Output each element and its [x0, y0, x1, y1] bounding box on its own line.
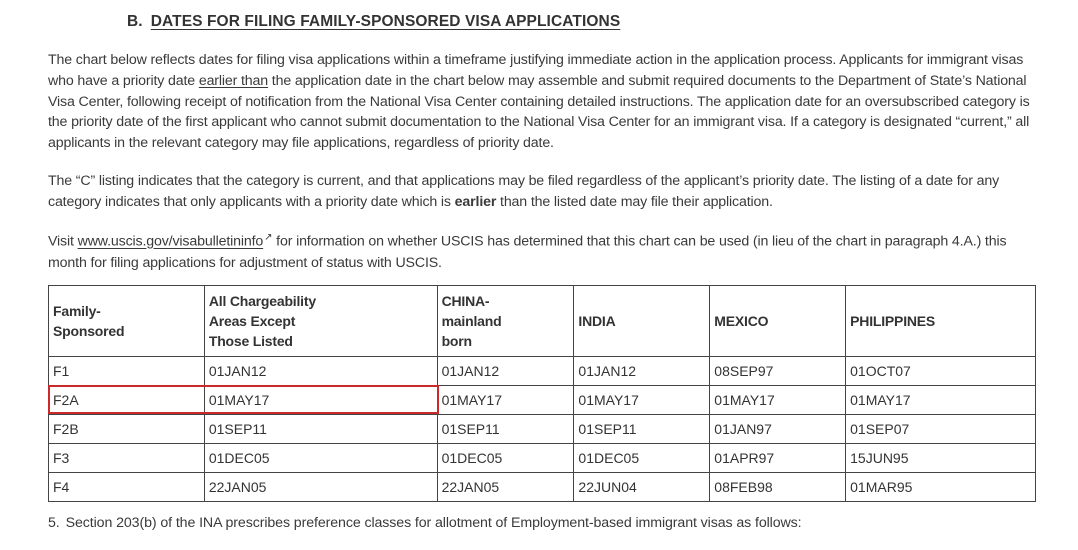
employment-based-section-intro: [48, 515, 801, 531]
table-row: [49, 444, 1036, 473]
paragraph2-text-a: The “C” listing indicates that the category is current, and that applications may be filed regardless of the applicant’s priority date. The listing of a date for any category indicates that only applicants with a priority date which is: [48, 173, 1000, 210]
table-cell: 01MAR95: [846, 473, 1036, 502]
table-cell: 01OCT07: [846, 357, 1036, 386]
table-cell: 08SEP97: [710, 357, 846, 386]
header-family-sponsored: Family- Sponsored: [49, 286, 205, 357]
section-title: DATES FOR FILING FAMILY-SPONSORED VISA APPLICATIONS: [150, 13, 621, 30]
table-cell: 01MAY17: [574, 386, 710, 415]
table-cell: 01DEC05: [437, 444, 574, 473]
table-cell: 01MAY17: [710, 386, 846, 415]
paragraph3-text-a: Visit: [48, 233, 78, 250]
underlined-earlier-than: earlier than: [198, 72, 269, 89]
footer-text: Section 203(b) of the INA prescribes preference classes for allotment of Employment-based immigrant visas as follows:: [65, 515, 802, 531]
table-cell: 01MAY17: [846, 386, 1036, 415]
table-cell: 22JAN05: [204, 473, 437, 502]
filing-dates-table: [48, 285, 1036, 502]
paragraph2-text-b: than the listed date may file their application.: [496, 193, 773, 210]
header-india: INDIA: [574, 286, 710, 357]
section-heading: [127, 13, 620, 31]
table-row: [49, 415, 1036, 444]
table-cell: F2A: [49, 386, 205, 415]
paragraph-filing-dates-intro: [48, 50, 1048, 154]
paragraph-current-listing: [48, 171, 1048, 213]
table-cell: 01SEP11: [204, 415, 437, 444]
table-row: [49, 386, 1036, 415]
header-philippines: PHILIPPINES: [846, 286, 1036, 357]
section-number: B.: [127, 13, 143, 30]
table-row: [49, 473, 1036, 502]
table-cell: F4: [49, 473, 205, 502]
table-cell: 01SEP11: [437, 415, 574, 444]
table-cell: 01SEP11: [574, 415, 710, 444]
bold-earlier: earlier: [454, 193, 497, 210]
table-cell: 01JAN12: [204, 357, 437, 386]
table-cell: 01MAY17: [204, 386, 437, 415]
header-all-chargeability: All Chargeability Areas Except Those Listed: [204, 286, 437, 357]
paragraph-uscis-visit: [48, 228, 1048, 273]
table-cell: 08FEB98: [710, 473, 846, 502]
table-cell: F3: [49, 444, 205, 473]
table-cell: 01APR97: [710, 444, 846, 473]
table-cell: 01MAY17: [437, 386, 574, 415]
header-mexico: MEXICO: [710, 286, 846, 357]
footer-number: 5.: [48, 515, 60, 531]
table-cell: 01DEC05: [574, 444, 710, 473]
table-row: [49, 357, 1036, 386]
external-link-icon[interactable]: ↗: [264, 232, 273, 243]
table-cell: 22JAN05: [437, 473, 574, 502]
paragraph1-text-b: the application date in the chart below may assemble and submit required documents to the Department of State’s National Visa Center, following receipt of notification from the National Visa Center containing detailed instructions. The application date for an oversubscribed category is the priority date of the first applicant who cannot submit documentation to the National Visa Center for an immigrant visa. If a category is designated “current,” all applicants in the relevant category may file applications, regardless of priority date.: [48, 72, 1030, 152]
table-header-row: [49, 286, 1036, 357]
table-cell: 01JAN12: [437, 357, 574, 386]
table-cell: 01JAN12: [574, 357, 710, 386]
header-china: CHINA- mainland born: [437, 286, 574, 357]
table-cell: 01DEC05: [204, 444, 437, 473]
table-cell: 01JAN97: [710, 415, 846, 444]
paragraph1-text-a: The chart below reflects dates for filing visa applications within a timeframe justifying immediate action in the application process. Applicants for immigrant visas who have a priority date: [48, 52, 1024, 89]
table-cell: 22JUN04: [574, 473, 710, 502]
table-cell: 15JUN95: [846, 444, 1036, 473]
table-cell: F2B: [49, 415, 205, 444]
table-cell: 01SEP07: [846, 415, 1036, 444]
uscis-visa-bulletin-link[interactable]: www.uscis.gov/visabulletininfo: [77, 233, 264, 250]
paragraph3-text-b: for information on whether USCIS has determined that this chart can be used (in lieu of the chart in paragraph 4.A.) this month for filing applications for adjustment of status with USCIS.: [48, 233, 1007, 271]
table-cell: F1: [49, 357, 205, 386]
